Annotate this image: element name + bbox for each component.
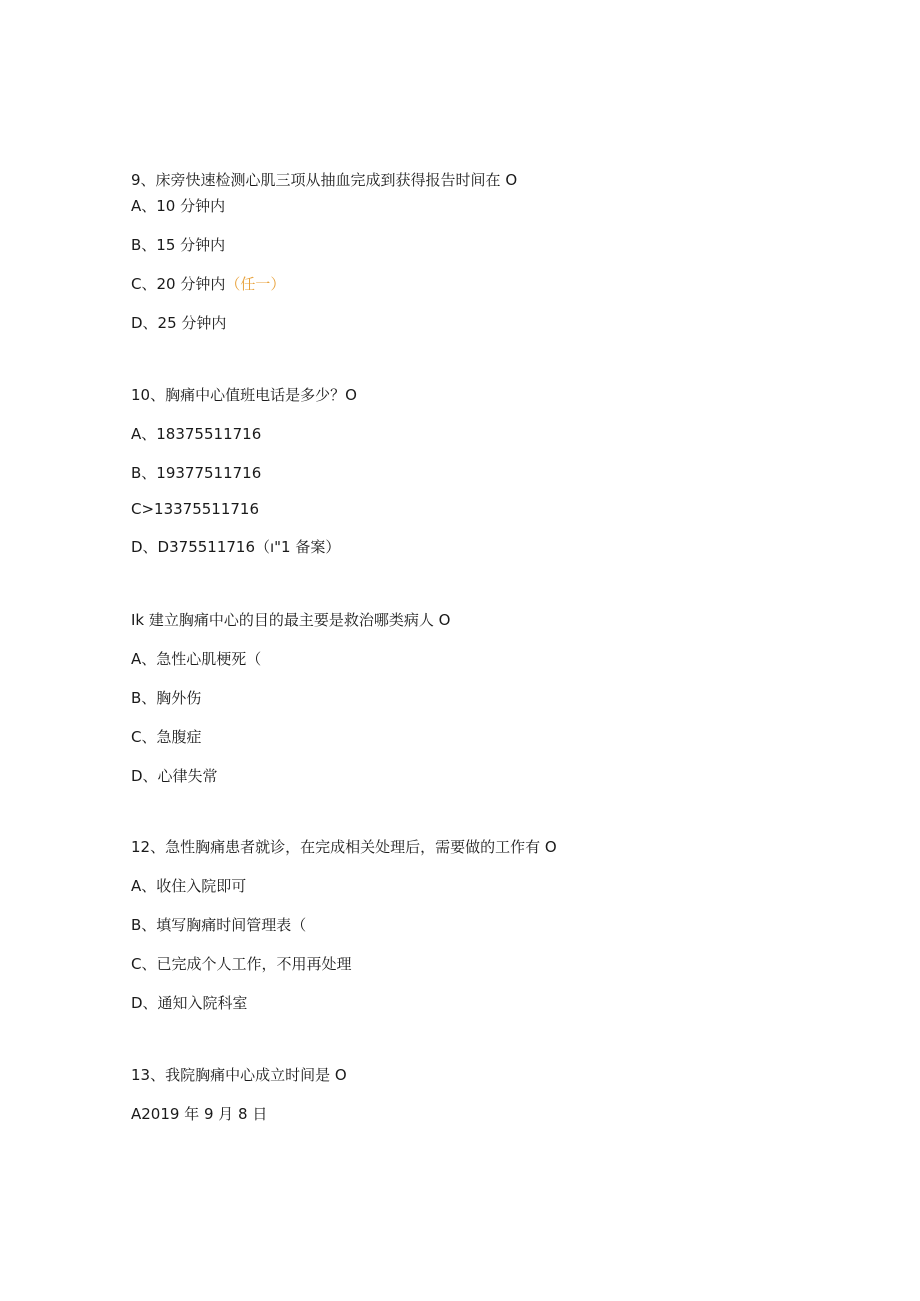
question-9-option-c bbox=[131, 274, 285, 294]
question-12-option-c: C、已完成个人工作，不用再处理 bbox=[131, 955, 352, 973]
question-12-stem: 12、急性胸痛患者就诊，在完成相关处理后，需要做的工作有 O bbox=[131, 838, 557, 856]
question-10-option-d: D、D375511716（ı"1 备案） bbox=[131, 538, 341, 556]
question-11-option-a: A、急性心肌梗死（ bbox=[131, 650, 262, 668]
answer-note: （任一） bbox=[225, 275, 286, 293]
question-10-option-c: C>13375511716 bbox=[131, 500, 260, 518]
question-9-stem: 9、床旁快速检测心肌三项从抽血完成到获得报告时间在 O bbox=[131, 171, 518, 189]
question-11-option-b: B、胸外伤 bbox=[131, 689, 202, 707]
question-9-option-b: B、15 分钟内 bbox=[131, 236, 226, 254]
question-10-option-b: B、19377511716 bbox=[131, 464, 262, 482]
option-text: C、20 分钟内 bbox=[131, 275, 226, 293]
question-11-option-c: C、急腹症 bbox=[131, 728, 202, 746]
question-13-option-a: A2019 年 9 月 8 日 bbox=[131, 1105, 268, 1123]
question-11-option-d: D、心律失常 bbox=[131, 767, 218, 785]
question-9-option-d: D、25 分钟内 bbox=[131, 314, 227, 332]
question-10-stem: 10、胸痛中心值班电话是多少？O bbox=[131, 386, 357, 404]
question-13-stem: 13、我院胸痛中心成立时间是 O bbox=[131, 1066, 347, 1084]
question-11-stem: Ik 建立胸痛中心的目的最主要是救治哪类病人 O bbox=[131, 611, 451, 629]
question-12-option-a: A、收住入院即可 bbox=[131, 877, 247, 895]
question-12-option-d: D、通知入院科室 bbox=[131, 994, 248, 1012]
question-9-option-a: A、10 分钟内 bbox=[131, 197, 226, 215]
question-12-option-b: B、填写胸痛时间管理表（ bbox=[131, 916, 307, 934]
question-10-option-a: A、18375511716 bbox=[131, 425, 262, 443]
